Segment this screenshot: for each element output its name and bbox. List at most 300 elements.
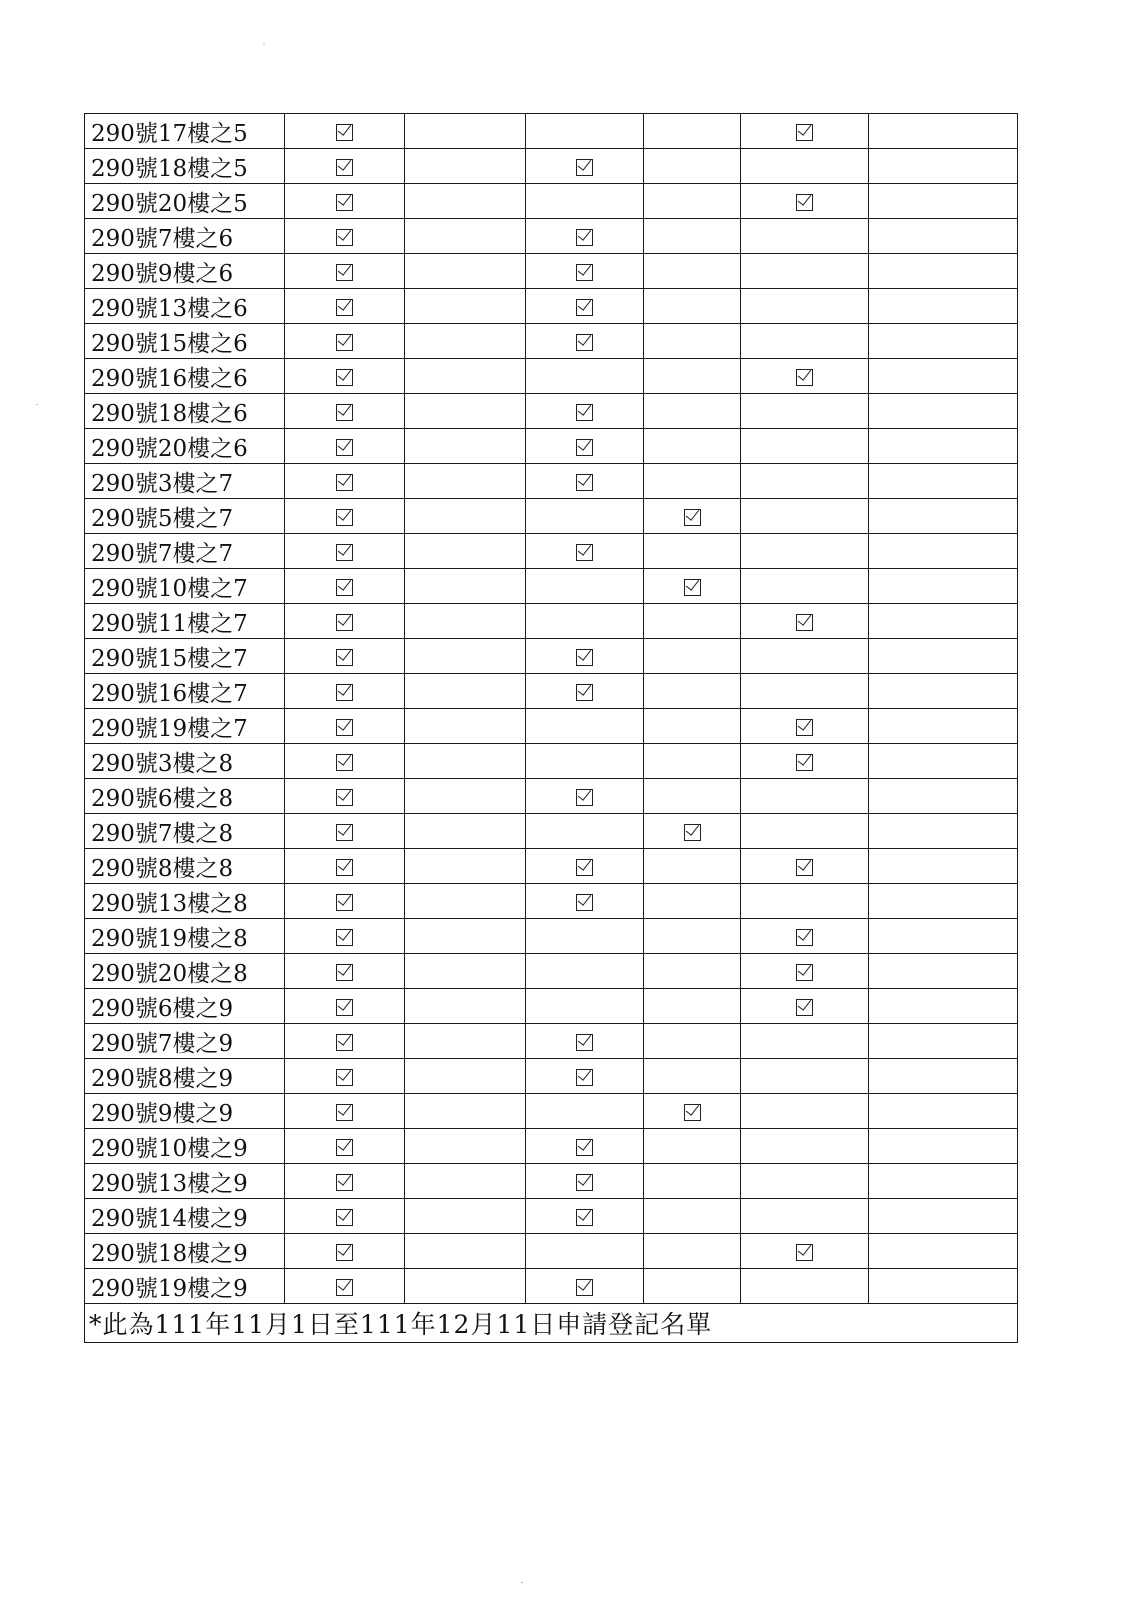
mark-cell-col-6 <box>869 394 1018 429</box>
checked-box-icon <box>796 1244 813 1261</box>
unit-address: 290號18樓之6 <box>85 394 285 429</box>
mark-cell-col-1 <box>285 534 405 569</box>
mark-cell-col-6 <box>869 744 1018 779</box>
checked-box-icon <box>796 754 813 771</box>
unit-address: 290號7樓之9 <box>85 1024 285 1059</box>
mark-cell-col-2 <box>405 814 526 849</box>
table-row <box>85 289 1018 324</box>
mark-cell-col-3 <box>526 1094 644 1129</box>
checked-box-icon <box>796 999 813 1016</box>
mark-cell-col-3 <box>526 849 644 884</box>
table-row <box>85 954 1018 989</box>
unit-address: 290號10樓之7 <box>85 569 285 604</box>
checked-box-icon <box>336 264 353 281</box>
mark-cell-col-1 <box>285 569 405 604</box>
mark-cell-col-1 <box>285 254 405 289</box>
mark-cell-col-3 <box>526 114 644 149</box>
mark-cell-col-6 <box>869 779 1018 814</box>
mark-cell-col-4 <box>644 779 741 814</box>
mark-cell-col-2 <box>405 219 526 254</box>
mark-cell-col-3 <box>526 814 644 849</box>
checked-box-icon <box>336 684 353 701</box>
mark-cell-col-6 <box>869 114 1018 149</box>
checked-box-icon <box>576 299 593 316</box>
mark-cell-col-5 <box>741 1164 869 1199</box>
mark-cell-col-4 <box>644 604 741 639</box>
mark-cell-col-2 <box>405 394 526 429</box>
mark-cell-col-4 <box>644 324 741 359</box>
mark-cell-col-4 <box>644 499 741 534</box>
checked-box-icon <box>336 1209 353 1226</box>
unit-address: 290號8樓之8 <box>85 849 285 884</box>
mark-cell-col-3 <box>526 779 644 814</box>
mark-cell-col-5 <box>741 429 869 464</box>
mark-cell-col-2 <box>405 184 526 219</box>
mark-cell-col-4 <box>644 1164 741 1199</box>
mark-cell-col-3 <box>526 394 644 429</box>
footnote: *此為111年11月1日至111年12月11日申請登記名單 <box>85 1304 1018 1343</box>
mark-cell-col-1 <box>285 1234 405 1269</box>
mark-cell-col-1 <box>285 954 405 989</box>
unit-address: 290號9樓之9 <box>85 1094 285 1129</box>
mark-cell-col-1 <box>285 1269 405 1304</box>
checked-box-icon <box>796 859 813 876</box>
mark-cell-col-5 <box>741 1094 869 1129</box>
mark-cell-col-2 <box>405 744 526 779</box>
table-row <box>85 394 1018 429</box>
checked-box-icon <box>336 474 353 491</box>
mark-cell-col-5 <box>741 394 869 429</box>
scan-speck <box>36 404 38 405</box>
table-row <box>85 849 1018 884</box>
mark-cell-col-5 <box>741 1129 869 1164</box>
checked-box-icon <box>684 579 701 596</box>
mark-cell-col-3 <box>526 1234 644 1269</box>
mark-cell-col-2 <box>405 989 526 1024</box>
checked-box-icon <box>576 1209 593 1226</box>
mark-cell-col-6 <box>869 1269 1018 1304</box>
mark-cell-col-4 <box>644 1129 741 1164</box>
table-row <box>85 429 1018 464</box>
table-row <box>85 1269 1018 1304</box>
mark-cell-col-2 <box>405 1234 526 1269</box>
mark-cell-col-2 <box>405 534 526 569</box>
mark-cell-col-1 <box>285 394 405 429</box>
checked-box-icon <box>336 614 353 631</box>
mark-cell-col-1 <box>285 1059 405 1094</box>
mark-cell-col-6 <box>869 149 1018 184</box>
mark-cell-col-2 <box>405 919 526 954</box>
mark-cell-col-3 <box>526 1164 644 1199</box>
mark-cell-col-6 <box>869 954 1018 989</box>
mark-cell-col-1 <box>285 1129 405 1164</box>
mark-cell-col-1 <box>285 429 405 464</box>
mark-cell-col-4 <box>644 464 741 499</box>
checked-box-icon <box>336 579 353 596</box>
unit-address: 290號20樓之8 <box>85 954 285 989</box>
mark-cell-col-6 <box>869 289 1018 324</box>
mark-cell-col-2 <box>405 1164 526 1199</box>
unit-address: 290號20樓之6 <box>85 429 285 464</box>
table-row <box>85 639 1018 674</box>
checked-box-icon <box>576 1034 593 1051</box>
mark-cell-col-4 <box>644 639 741 674</box>
checked-box-icon <box>336 1244 353 1261</box>
checked-box-icon <box>336 929 353 946</box>
mark-cell-col-6 <box>869 1199 1018 1234</box>
mark-cell-col-5 <box>741 359 869 394</box>
mark-cell-col-4 <box>644 1094 741 1129</box>
mark-cell-col-6 <box>869 1094 1018 1129</box>
mark-cell-col-5 <box>741 464 869 499</box>
mark-cell-col-3 <box>526 359 644 394</box>
mark-cell-col-3 <box>526 219 644 254</box>
mark-cell-col-6 <box>869 429 1018 464</box>
mark-cell-col-4 <box>644 744 741 779</box>
mark-cell-col-3 <box>526 1059 644 1094</box>
mark-cell-col-3 <box>526 429 644 464</box>
checked-box-icon <box>336 229 353 246</box>
mark-cell-col-3 <box>526 1199 644 1234</box>
checked-box-icon <box>336 1034 353 1051</box>
checked-box-icon <box>336 404 353 421</box>
mark-cell-col-5 <box>741 324 869 359</box>
mark-cell-col-2 <box>405 639 526 674</box>
mark-cell-col-5 <box>741 499 869 534</box>
unit-address: 290號16樓之7 <box>85 674 285 709</box>
checked-box-icon <box>576 684 593 701</box>
checked-box-icon <box>336 859 353 876</box>
mark-cell-col-5 <box>741 814 869 849</box>
checked-box-icon <box>336 649 353 666</box>
mark-cell-col-6 <box>869 709 1018 744</box>
checked-box-icon <box>576 229 593 246</box>
mark-cell-col-2 <box>405 1094 526 1129</box>
checked-box-icon <box>336 509 353 526</box>
unit-address: 290號17樓之5 <box>85 114 285 149</box>
unit-address: 290號10樓之9 <box>85 1129 285 1164</box>
mark-cell-col-5 <box>741 604 869 639</box>
mark-cell-col-3 <box>526 709 644 744</box>
mark-cell-col-5 <box>741 744 869 779</box>
mark-cell-col-1 <box>285 884 405 919</box>
mark-cell-col-3 <box>526 184 644 219</box>
mark-cell-col-4 <box>644 219 741 254</box>
table-row <box>85 569 1018 604</box>
mark-cell-col-4 <box>644 849 741 884</box>
unit-address: 290號18樓之9 <box>85 1234 285 1269</box>
mark-cell-col-1 <box>285 1024 405 1059</box>
checked-box-icon <box>576 544 593 561</box>
mark-cell-col-5 <box>741 989 869 1024</box>
checked-box-icon <box>576 894 593 911</box>
mark-cell-col-3 <box>526 499 644 534</box>
table-row <box>85 499 1018 534</box>
mark-cell-col-3 <box>526 289 644 324</box>
mark-cell-col-2 <box>405 709 526 744</box>
table-row <box>85 1094 1018 1129</box>
mark-cell-col-2 <box>405 1199 526 1234</box>
checked-box-icon <box>796 614 813 631</box>
checked-box-icon <box>336 964 353 981</box>
mark-cell-col-6 <box>869 1024 1018 1059</box>
checked-box-icon <box>336 789 353 806</box>
checked-box-icon <box>796 124 813 141</box>
table-row <box>85 604 1018 639</box>
mark-cell-col-5 <box>741 639 869 674</box>
unit-address: 290號14樓之9 <box>85 1199 285 1234</box>
mark-cell-col-2 <box>405 849 526 884</box>
mark-cell-col-6 <box>869 849 1018 884</box>
mark-cell-col-2 <box>405 254 526 289</box>
unit-address: 290號5樓之7 <box>85 499 285 534</box>
checked-box-icon <box>576 1279 593 1296</box>
mark-cell-col-6 <box>869 219 1018 254</box>
mark-cell-col-6 <box>869 639 1018 674</box>
unit-address: 290號7樓之8 <box>85 814 285 849</box>
table-row <box>85 989 1018 1024</box>
mark-cell-col-1 <box>285 849 405 884</box>
mark-cell-col-3 <box>526 674 644 709</box>
checked-box-icon <box>576 649 593 666</box>
mark-cell-col-6 <box>869 499 1018 534</box>
mark-cell-col-6 <box>869 1234 1018 1269</box>
mark-cell-col-4 <box>644 954 741 989</box>
mark-cell-col-2 <box>405 289 526 324</box>
mark-cell-col-6 <box>869 569 1018 604</box>
unit-address: 290號8樓之9 <box>85 1059 285 1094</box>
mark-cell-col-1 <box>285 324 405 359</box>
registration-table <box>84 113 1018 1343</box>
mark-cell-col-6 <box>869 1164 1018 1199</box>
checked-box-icon <box>336 334 353 351</box>
unit-address: 290號16樓之6 <box>85 359 285 394</box>
checked-box-icon <box>684 824 701 841</box>
checked-box-icon <box>576 334 593 351</box>
checked-box-icon <box>684 1104 701 1121</box>
mark-cell-col-5 <box>741 849 869 884</box>
mark-cell-col-5 <box>741 1269 869 1304</box>
table-row <box>85 184 1018 219</box>
mark-cell-col-4 <box>644 534 741 569</box>
mark-cell-col-6 <box>869 674 1018 709</box>
mark-cell-col-5 <box>741 919 869 954</box>
checked-box-icon <box>336 824 353 841</box>
checked-box-icon <box>336 1279 353 1296</box>
mark-cell-col-2 <box>405 884 526 919</box>
mark-cell-col-4 <box>644 359 741 394</box>
mark-cell-col-4 <box>644 1059 741 1094</box>
unit-address: 290號9樓之6 <box>85 254 285 289</box>
mark-cell-col-1 <box>285 184 405 219</box>
table-row <box>85 114 1018 149</box>
mark-cell-col-2 <box>405 1269 526 1304</box>
mark-cell-col-4 <box>644 884 741 919</box>
checked-box-icon <box>336 159 353 176</box>
mark-cell-col-2 <box>405 429 526 464</box>
unit-address: 290號11樓之7 <box>85 604 285 639</box>
mark-cell-col-4 <box>644 184 741 219</box>
mark-cell-col-3 <box>526 989 644 1024</box>
unit-address: 290號18樓之5 <box>85 149 285 184</box>
mark-cell-col-1 <box>285 1199 405 1234</box>
table-row <box>85 1059 1018 1094</box>
mark-cell-col-5 <box>741 954 869 989</box>
table-row <box>85 324 1018 359</box>
unit-address: 290號19樓之9 <box>85 1269 285 1304</box>
checked-box-icon <box>576 1139 593 1156</box>
table-row <box>85 149 1018 184</box>
table-row <box>85 464 1018 499</box>
mark-cell-col-2 <box>405 114 526 149</box>
mark-cell-col-3 <box>526 254 644 289</box>
mark-cell-col-2 <box>405 1059 526 1094</box>
mark-cell-col-3 <box>526 884 644 919</box>
mark-cell-col-2 <box>405 569 526 604</box>
unit-address: 290號7樓之7 <box>85 534 285 569</box>
checked-box-icon <box>576 474 593 491</box>
table-body <box>85 114 1018 1304</box>
mark-cell-col-4 <box>644 1269 741 1304</box>
mark-cell-col-1 <box>285 114 405 149</box>
checked-box-icon <box>336 894 353 911</box>
mark-cell-col-5 <box>741 149 869 184</box>
mark-cell-col-6 <box>869 884 1018 919</box>
checked-box-icon <box>576 404 593 421</box>
mark-cell-col-5 <box>741 709 869 744</box>
mark-cell-col-5 <box>741 114 869 149</box>
mark-cell-col-6 <box>869 919 1018 954</box>
mark-cell-col-4 <box>644 254 741 289</box>
mark-cell-col-1 <box>285 639 405 674</box>
mark-cell-col-1 <box>285 814 405 849</box>
mark-cell-col-1 <box>285 219 405 254</box>
mark-cell-col-2 <box>405 604 526 639</box>
mark-cell-col-4 <box>644 919 741 954</box>
table-row <box>85 534 1018 569</box>
mark-cell-col-3 <box>526 954 644 989</box>
mark-cell-col-4 <box>644 1234 741 1269</box>
mark-cell-col-3 <box>526 324 644 359</box>
mark-cell-col-4 <box>644 149 741 184</box>
unit-address: 290號6樓之8 <box>85 779 285 814</box>
unit-address: 290號13樓之9 <box>85 1164 285 1199</box>
unit-address: 290號15樓之7 <box>85 639 285 674</box>
mark-cell-col-5 <box>741 534 869 569</box>
unit-address: 290號3樓之8 <box>85 744 285 779</box>
checked-box-icon <box>336 1174 353 1191</box>
checked-box-icon <box>336 1104 353 1121</box>
checked-box-icon <box>336 124 353 141</box>
mark-cell-col-4 <box>644 989 741 1024</box>
mark-cell-col-6 <box>869 1059 1018 1094</box>
unit-address: 290號19樓之7 <box>85 709 285 744</box>
checked-box-icon <box>576 1174 593 1191</box>
mark-cell-col-5 <box>741 779 869 814</box>
mark-cell-col-2 <box>405 779 526 814</box>
checked-box-icon <box>796 719 813 736</box>
mark-cell-col-2 <box>405 464 526 499</box>
mark-cell-col-3 <box>526 569 644 604</box>
checked-box-icon <box>576 264 593 281</box>
mark-cell-col-4 <box>644 709 741 744</box>
unit-address: 290號13樓之6 <box>85 289 285 324</box>
mark-cell-col-1 <box>285 604 405 639</box>
table-row <box>85 709 1018 744</box>
table-row <box>85 1164 1018 1199</box>
mark-cell-col-6 <box>869 464 1018 499</box>
mark-cell-col-6 <box>869 324 1018 359</box>
table-row <box>85 884 1018 919</box>
checked-box-icon <box>336 299 353 316</box>
mark-cell-col-6 <box>869 534 1018 569</box>
checked-box-icon <box>796 369 813 386</box>
checked-box-icon <box>336 369 353 386</box>
unit-address: 290號19樓之8 <box>85 919 285 954</box>
checked-box-icon <box>336 1139 353 1156</box>
mark-cell-col-3 <box>526 639 644 674</box>
mark-cell-col-3 <box>526 149 644 184</box>
registration-list-sheet <box>84 113 1017 1343</box>
checked-box-icon <box>336 999 353 1016</box>
checked-box-icon <box>336 544 353 561</box>
mark-cell-col-1 <box>285 359 405 394</box>
table-row <box>85 814 1018 849</box>
unit-address: 290號7樓之6 <box>85 219 285 254</box>
mark-cell-col-5 <box>741 569 869 604</box>
mark-cell-col-5 <box>741 674 869 709</box>
mark-cell-col-4 <box>644 814 741 849</box>
checked-box-icon <box>576 439 593 456</box>
mark-cell-col-6 <box>869 359 1018 394</box>
checked-box-icon <box>684 509 701 526</box>
checked-box-icon <box>796 194 813 211</box>
mark-cell-col-2 <box>405 359 526 394</box>
mark-cell-col-2 <box>405 1129 526 1164</box>
table-row <box>85 779 1018 814</box>
mark-cell-col-4 <box>644 1024 741 1059</box>
table-row <box>85 1199 1018 1234</box>
checked-box-icon <box>576 859 593 876</box>
mark-cell-col-1 <box>285 744 405 779</box>
mark-cell-col-2 <box>405 324 526 359</box>
mark-cell-col-4 <box>644 429 741 464</box>
mark-cell-col-1 <box>285 709 405 744</box>
mark-cell-col-3 <box>526 1269 644 1304</box>
mark-cell-col-2 <box>405 1024 526 1059</box>
mark-cell-col-4 <box>644 394 741 429</box>
mark-cell-col-3 <box>526 919 644 954</box>
mark-cell-col-4 <box>644 1199 741 1234</box>
table-row <box>85 1234 1018 1269</box>
checked-box-icon <box>336 439 353 456</box>
unit-address: 290號3樓之7 <box>85 464 285 499</box>
unit-address: 290號20樓之5 <box>85 184 285 219</box>
scan-speck <box>521 1582 523 1583</box>
table-row <box>85 219 1018 254</box>
mark-cell-col-1 <box>285 1094 405 1129</box>
mark-cell-col-1 <box>285 779 405 814</box>
checked-box-icon <box>796 929 813 946</box>
table-row <box>85 744 1018 779</box>
mark-cell-col-2 <box>405 954 526 989</box>
mark-cell-col-1 <box>285 149 405 184</box>
checked-box-icon <box>336 194 353 211</box>
scan-speck <box>263 44 265 45</box>
mark-cell-col-5 <box>741 884 869 919</box>
mark-cell-col-6 <box>869 814 1018 849</box>
checked-box-icon <box>336 1069 353 1086</box>
